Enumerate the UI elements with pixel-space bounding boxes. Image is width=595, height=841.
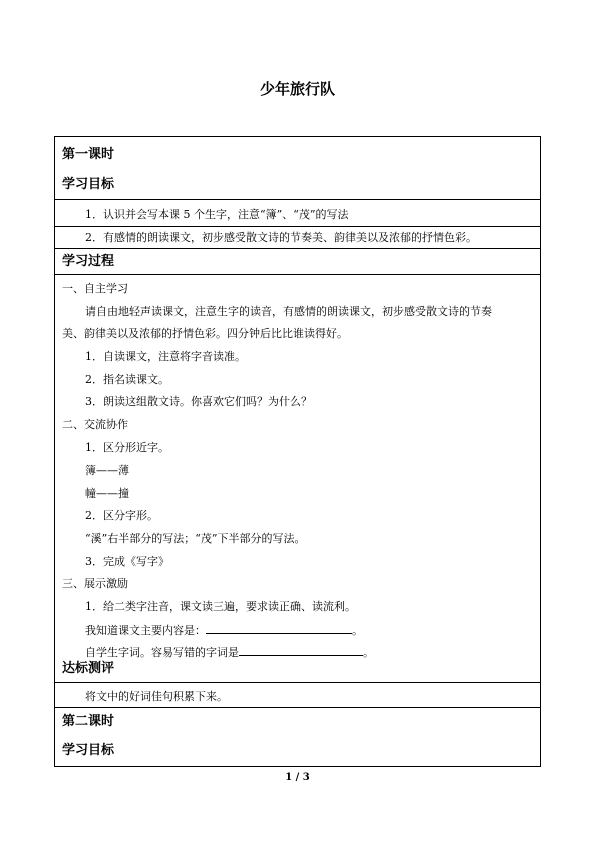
fill-in-line-summary <box>85 623 363 638</box>
char-pair: 簿——薄 <box>85 464 129 477</box>
part2-title: 二、交流协作 <box>62 418 128 431</box>
divider <box>55 274 540 275</box>
page-title: 少年旅行队 <box>259 80 335 98</box>
divider <box>55 226 540 227</box>
assessment-text: 将文中的好词佳句积累下来。 <box>85 690 228 703</box>
char-pair: 幢——撞 <box>85 487 129 500</box>
page-number: 1 / 3 <box>285 772 310 783</box>
lesson2-objectives-heading: 学习目标 <box>62 743 115 758</box>
objective-item: 1．认识并会写本课 5 个生字，注意“簿”、“茂”的写法 <box>85 208 349 221</box>
lesson1-header: 第一课时 <box>62 147 115 162</box>
part2-note: “溪”右半部分的写法；“茂”下半部分的写法。 <box>85 532 306 545</box>
objective-item: 2．有感情的朗读课文，初步感受散文诗的节奏美、韵律美以及浓郁的抒情色彩。 <box>85 231 477 244</box>
part3-title: 三、展示激励 <box>62 577 128 590</box>
part1-item: 2．指名读课文。 <box>85 373 169 386</box>
fill-in-line-words <box>85 645 374 660</box>
process-heading: 学习过程 <box>62 254 115 269</box>
lesson1-objectives-heading: 学习目标 <box>62 177 115 192</box>
part3-item: 1．给二类字注音，课文读三遍，要求读正确、读流利。 <box>85 600 356 613</box>
part1-intro: 请自由地轻声读课文，注意生字的读音，有感情的朗读课文，初步感受散文诗的节奏 <box>85 305 492 318</box>
part1-item: 3．朗读这组散文诗。你喜欢它们吗？为什么？ <box>85 395 312 408</box>
part2-item: 3．完成《写字》 <box>85 555 169 568</box>
divider <box>55 682 540 683</box>
part2-item: 2．区分字形。 <box>85 509 158 522</box>
lesson-plan-table <box>54 136 541 767</box>
divider <box>55 199 540 200</box>
fill-in-end: 。 <box>363 646 374 659</box>
divider <box>55 707 540 708</box>
fill-in-label: 我知道课文主要内容是： <box>85 624 206 637</box>
assessment-heading: 达标测评 <box>62 661 115 676</box>
fill-in-blank[interactable] <box>239 645 363 656</box>
divider <box>55 248 540 249</box>
part2-item: 1．区分形近字。 <box>85 441 169 454</box>
lesson2-header: 第二课时 <box>62 714 115 729</box>
part1-title: 一、自主学习 <box>62 282 128 295</box>
fill-in-label: 自学生字词。容易写错的字词是 <box>85 646 239 659</box>
part1-item: 1．自读课文，注意将字音读准。 <box>85 350 246 363</box>
part1-intro: 美、韵律美以及浓郁的抒情色彩。四分钟后比比谁读得好。 <box>62 327 348 340</box>
fill-in-blank[interactable] <box>206 623 352 634</box>
fill-in-end: 。 <box>352 624 363 637</box>
